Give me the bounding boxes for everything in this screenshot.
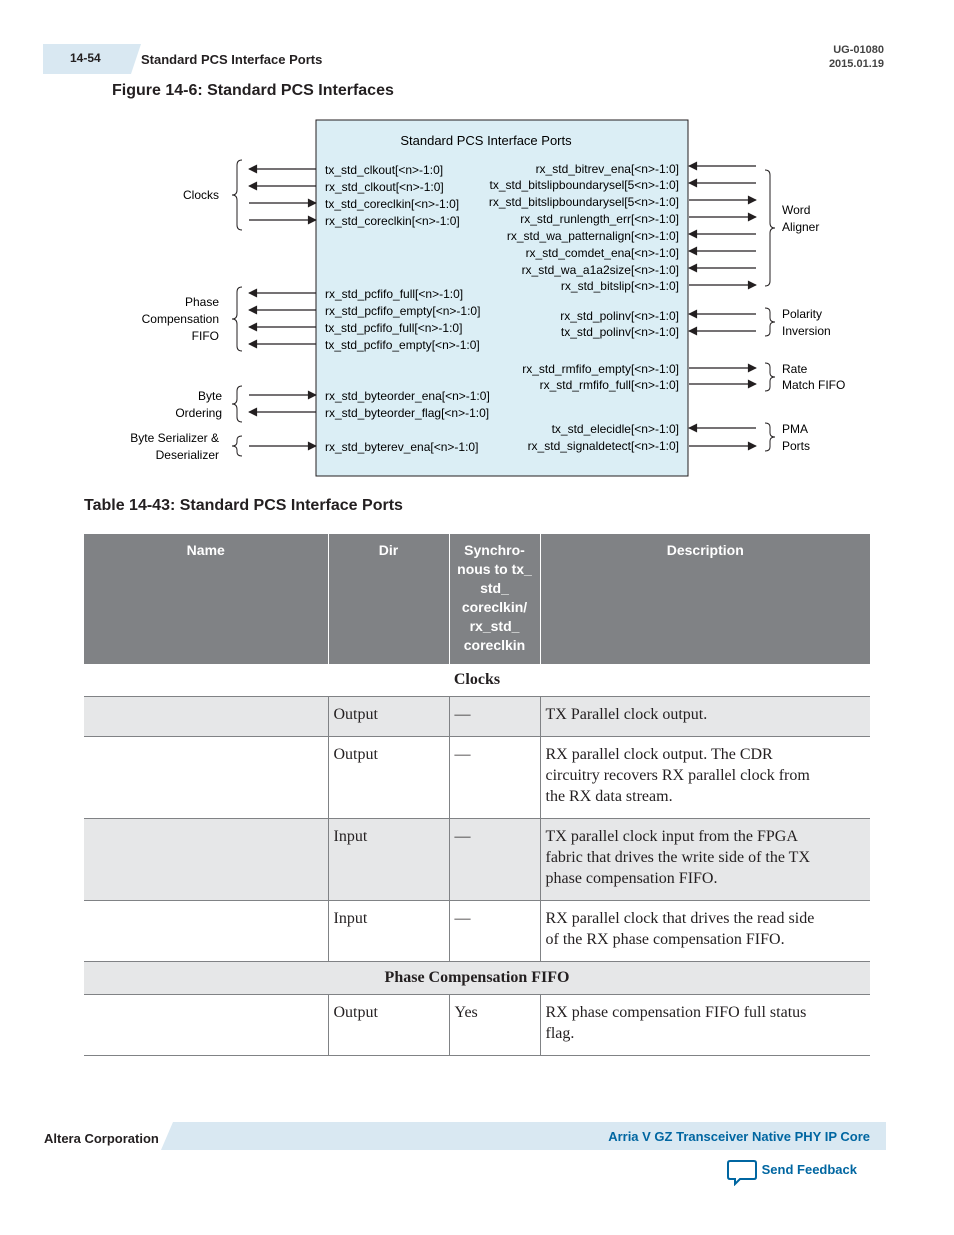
table-row <box>84 697 870 737</box>
port-label: tx_std_bitslipboundarysel[5<n>-1:0] <box>489 178 679 192</box>
cell-name <box>84 819 328 901</box>
group-label: Ordering <box>175 406 222 420</box>
col-header-sync: Synchro-nous to tx_ std_ coreclkin/ rx_std_ coreclkin <box>449 534 540 664</box>
group-row <box>84 962 870 995</box>
port-label: tx_std_pcfifo_empty[<n>-1:0] <box>325 338 480 352</box>
group-brace <box>232 287 242 351</box>
group-brace <box>232 386 242 422</box>
cell-description: RX parallel clock that drives the read side of the RX phase compensation FIFO. <box>540 901 870 962</box>
section-title: Standard PCS Interface Ports <box>141 52 323 67</box>
cell-name <box>84 995 328 1056</box>
port-label: rx_std_coreclkin[<n>-1:0] <box>325 214 460 228</box>
table-header-row <box>84 534 870 664</box>
port-label: tx_std_coreclkin[<n>-1:0] <box>325 197 460 211</box>
group-label: FIFO <box>191 329 219 343</box>
group-label: Word <box>782 203 811 217</box>
group-title: Phase Compensation FIFO <box>84 962 870 995</box>
group-label: Compensation <box>141 312 219 326</box>
doc-id: UG-01080 <box>833 44 884 56</box>
port-label: rx_std_rmfifo_full[<n>-1:0] <box>539 378 679 392</box>
group-label: Byte <box>197 389 222 403</box>
group-brace <box>232 160 242 230</box>
table-caption: Table 14-43: Standard PCS Interface Ports <box>84 497 403 514</box>
group-brace <box>765 308 775 336</box>
col-header-dir: Dir <box>328 534 449 664</box>
port-label: rx_std_byterev_ena[<n>-1:0] <box>325 440 479 454</box>
port-label: rx_std_pcfifo_empty[<n>-1:0] <box>325 304 481 318</box>
port-label: rx_std_rmfifo_empty[<n>-1:0] <box>522 362 679 376</box>
port-label: rx_std_byteorder_ena[<n>-1:0] <box>325 389 490 403</box>
port-label: rx_std_bitrev_ena[<n>-1:0] <box>535 162 679 176</box>
speech-bubble-icon[interactable] <box>727 1158 757 1186</box>
page-number: 14-54 <box>70 51 101 65</box>
ports-table <box>84 534 870 1056</box>
port-label: rx_std_wa_patternalign[<n>-1:0] <box>506 229 679 243</box>
cell-dir: Output <box>328 697 449 737</box>
company-name: Altera Corporation <box>44 1131 159 1146</box>
port-label: rx_std_clkout[<n>-1:0] <box>325 180 444 194</box>
table-row <box>84 737 870 819</box>
port-label: rx_std_bitslip[<n>-1:0] <box>560 279 679 293</box>
cell-description: TX Parallel clock output. <box>540 697 870 737</box>
port-label: rx_std_pcfifo_full[<n>-1:0] <box>325 287 464 301</box>
port-label: rx_std_comdet_ena[<n>-1:0] <box>525 246 679 260</box>
table-row <box>84 901 870 962</box>
port-label: rx_std_byteorder_flag[<n>-1:0] <box>325 406 490 420</box>
cell-name <box>84 901 328 962</box>
doc-date: 2015.01.19 <box>828 58 884 70</box>
cell-description: RX parallel clock output. The CDR circuitry recovers RX parallel clock from the RX data stream. <box>540 737 870 819</box>
group-brace <box>765 170 775 286</box>
port-label: rx_std_polinv[<n>-1:0] <box>560 309 679 323</box>
cell-sync: Yes <box>449 995 540 1056</box>
cell-sync: — <box>449 737 540 819</box>
group-label: Polarity <box>782 307 823 321</box>
group-row <box>84 664 870 697</box>
group-brace <box>765 423 775 451</box>
cell-sync: — <box>449 697 540 737</box>
port-label: rx_std_signaldetect[<n>-1:0] <box>527 439 679 453</box>
port-label: tx_std_elecidle[<n>-1:0] <box>551 422 679 436</box>
cell-sync: — <box>449 819 540 901</box>
group-label: Inversion <box>782 324 831 338</box>
group-brace <box>232 436 242 456</box>
group-label: Phase <box>184 295 219 309</box>
group-brace <box>765 363 775 391</box>
group-label: Match FIFO <box>782 378 846 392</box>
cell-sync: — <box>449 901 540 962</box>
cell-name <box>84 697 328 737</box>
group-label: Deserializer <box>155 448 219 462</box>
block-title: Standard PCS Interface Ports <box>400 133 572 148</box>
port-label: tx_std_pcfifo_full[<n>-1:0] <box>325 321 463 335</box>
cell-description: TX parallel clock input from the FPGA fabric that drives the write side of the TX phase compensation FIFO. <box>540 819 870 901</box>
cell-description: RX phase compensation FIFO full status flag. <box>540 995 870 1056</box>
col-header-description: Description <box>540 534 870 664</box>
interface-diagram <box>0 0 954 490</box>
port-label: tx_std_clkout[<n>-1:0] <box>325 163 444 177</box>
group-label: Ports <box>782 439 811 453</box>
cell-dir: Output <box>328 737 449 819</box>
table-row <box>84 819 870 901</box>
port-label: rx_std_bitslipboundarysel[5<n>-1:0] <box>488 195 679 209</box>
send-feedback-link[interactable]: Send Feedback <box>761 1162 857 1177</box>
cell-name <box>84 737 328 819</box>
port-label: rx_std_runlength_err[<n>-1:0] <box>520 212 679 226</box>
cell-dir: Input <box>328 901 449 962</box>
cell-dir: Output <box>328 995 449 1056</box>
col-header-name: Name <box>84 534 328 664</box>
group-label: Aligner <box>782 220 820 234</box>
cell-dir: Input <box>328 819 449 901</box>
product-name: Arria V GZ Transceiver Native PHY IP Core <box>608 1129 870 1144</box>
group-label: Clocks <box>182 188 219 202</box>
port-label: rx_std_wa_a1a2size[<n>-1:0] <box>521 263 679 277</box>
port-label: tx_std_polinv[<n>-1:0] <box>560 325 679 339</box>
group-label: Rate <box>782 362 808 376</box>
group-label: Byte Serializer & <box>130 431 219 445</box>
group-label: PMA <box>782 422 809 436</box>
figure-caption: Figure 14-6: Standard PCS Interfaces <box>112 82 394 99</box>
group-title: Clocks <box>84 664 870 697</box>
table-row <box>84 995 870 1056</box>
